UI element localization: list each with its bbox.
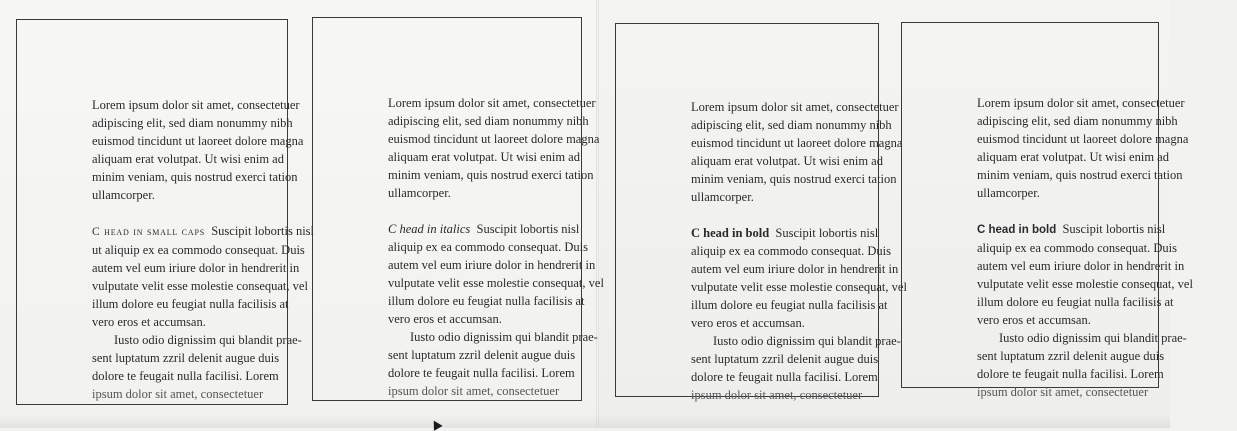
body-line: Lorem ipsum dolor sit amet, consectetuer: [691, 100, 899, 114]
body-line: Lorem ipsum dolor sit amet, consectetuer: [977, 96, 1185, 110]
body-line: illum dolore eu feugiat nulla facilisis at: [691, 298, 888, 312]
c-head: C head in italics: [388, 222, 471, 236]
head-run-in-text: Suscipit lobortis nisl: [476, 222, 580, 236]
body-line: minim veniam, quis nostrud exerci tation: [92, 170, 298, 184]
body-line: vulputate velit esse molestie consequat, vel: [977, 277, 1193, 291]
body-line: dolore te feugait nulla facilisi. Lorem: [691, 370, 878, 384]
body-line: illum dolore eu feugiat nulla facilisis at: [388, 294, 585, 308]
body-line: adipiscing elit, sed diam nonummy nibh: [92, 116, 293, 130]
body-line: minim veniam, quis nostrud exerci tation: [977, 168, 1183, 182]
body-line: euismod tincidunt ut laoreet dolore magna: [977, 132, 1189, 146]
body-line: illum dolore eu feugiat nulla facilisis at: [977, 295, 1174, 309]
body-line: aliquam erat volutpat. Ut wisi enim ad: [977, 150, 1169, 164]
body-line: autem vel eum iriure dolor in hendrerit in: [388, 258, 596, 272]
body-line: aliquam erat volutpat. Ut wisi enim ad: [92, 152, 284, 166]
body-line: autem vel eum iriure dolor in hendrerit in: [92, 261, 300, 275]
body-line: minim veniam, quis nostrud exerci tation: [388, 168, 594, 182]
body-line: illum dolore eu feugiat nulla facilisis at: [92, 297, 289, 311]
body-line: adipiscing elit, sed diam nonummy nibh: [388, 114, 589, 128]
body-line: vulputate velit esse molestie consequat, vel: [691, 280, 907, 294]
body-line: ipsum dolor sit amet, consectetuer: [92, 387, 264, 401]
body-line: sent luptatum zzril delenit augue duis: [977, 349, 1165, 363]
c-head: C head in bold: [977, 224, 1057, 236]
body-line: vero eros et accumsan.: [691, 316, 805, 330]
body-line: minim veniam, quis nostrud exerci tation: [691, 172, 897, 186]
body-line: vero eros et accumsan.: [388, 312, 502, 326]
body-line: aliquam erat volutpat. Ut wisi enim ad: [388, 150, 580, 164]
body-line: vulputate velit esse molestie consequat, vel: [92, 279, 308, 293]
body-line: sent luptatum zzril delenit augue duis: [691, 352, 879, 366]
body-line: aliquip ex ea commodo consequat. Duis: [691, 244, 891, 258]
body-line: ut aliquip ex ea commodo consequat. Duis: [92, 243, 305, 257]
body-line: autem vel eum iriure dolor in hendrerit in: [691, 262, 899, 276]
body-line: ullamcorper.: [92, 188, 155, 202]
head-run-in-text: Suscipit lobortis nisl: [775, 226, 879, 240]
body-line: ullamcorper.: [388, 186, 451, 200]
body-line: ipsum dolor sit amet, consectetuer: [388, 384, 560, 398]
page-edge-shadow: [0, 414, 1170, 428]
text-frame-small-caps: [16, 19, 315, 405]
body-line: Iusto odio dignissim qui blandit prae-: [114, 333, 302, 347]
body-line: Iusto odio dignissim qui blandit prae-: [713, 334, 901, 348]
text-frame-bold-sans: [901, 22, 1193, 399]
body-line: ipsum dolor sit amet, consectetuer: [691, 388, 863, 402]
text-frame-bold: [615, 23, 907, 402]
head-run-in-text: Suscipit lobortis nisl: [1062, 222, 1166, 236]
text-column: [388, 94, 648, 400]
c-head: C head in small caps: [92, 226, 205, 238]
body-line: Lorem ipsum dolor sit amet, consectetuer: [92, 98, 300, 112]
body-line: dolore te feugait nulla facilisi. Lorem: [977, 367, 1164, 381]
body-line: euismod tincidunt ut laoreet dolore magna: [92, 134, 304, 148]
body-line: dolore te feugait nulla facilisi. Lorem: [92, 369, 279, 383]
body-line: vero eros et accumsan.: [977, 313, 1091, 327]
body-line: aliquip ex ea commodo consequat. Duis: [388, 240, 588, 254]
text-frame-italics: [312, 17, 604, 401]
body-line: sent luptatum zzril delenit augue duis: [388, 348, 576, 362]
body-line: euismod tincidunt ut laoreet dolore magna: [691, 136, 903, 150]
body-line: adipiscing elit, sed diam nonummy nibh: [977, 114, 1178, 128]
body-line: autem vel eum iriure dolor in hendrerit in: [977, 259, 1185, 273]
body-line: ullamcorper.: [977, 186, 1040, 200]
body-line: adipiscing elit, sed diam nonummy nibh: [691, 118, 892, 132]
c-head: C head in bold: [691, 226, 770, 240]
body-line: ipsum dolor sit amet, consectetuer: [977, 385, 1149, 399]
head-line: [977, 220, 1237, 239]
text-column: [977, 94, 1237, 401]
body-line: aliquam erat volutpat. Ut wisi enim ad: [691, 154, 883, 168]
body-line: vero eros et accumsan.: [92, 315, 206, 329]
body-line: ullamcorper.: [691, 190, 754, 204]
body-line: Iusto odio dignissim qui blandit prae-: [410, 330, 598, 344]
head-run-in-text: Suscipit lobortis nisl: [211, 224, 315, 238]
body-line: sent luptatum zzril delenit augue duis: [92, 351, 280, 365]
body-line: Lorem ipsum dolor sit amet, consectetuer: [388, 96, 596, 110]
body-line: vulputate velit esse molestie consequat, vel: [388, 276, 604, 290]
head-line: [388, 220, 648, 238]
body-line: aliquip ex ea commodo consequat. Duis: [977, 241, 1177, 255]
body-line: dolore te feugait nulla facilisi. Lorem: [388, 366, 575, 380]
body-line: euismod tincidunt ut laoreet dolore magna: [388, 132, 600, 146]
body-line: Iusto odio dignissim qui blandit prae-: [999, 331, 1187, 345]
